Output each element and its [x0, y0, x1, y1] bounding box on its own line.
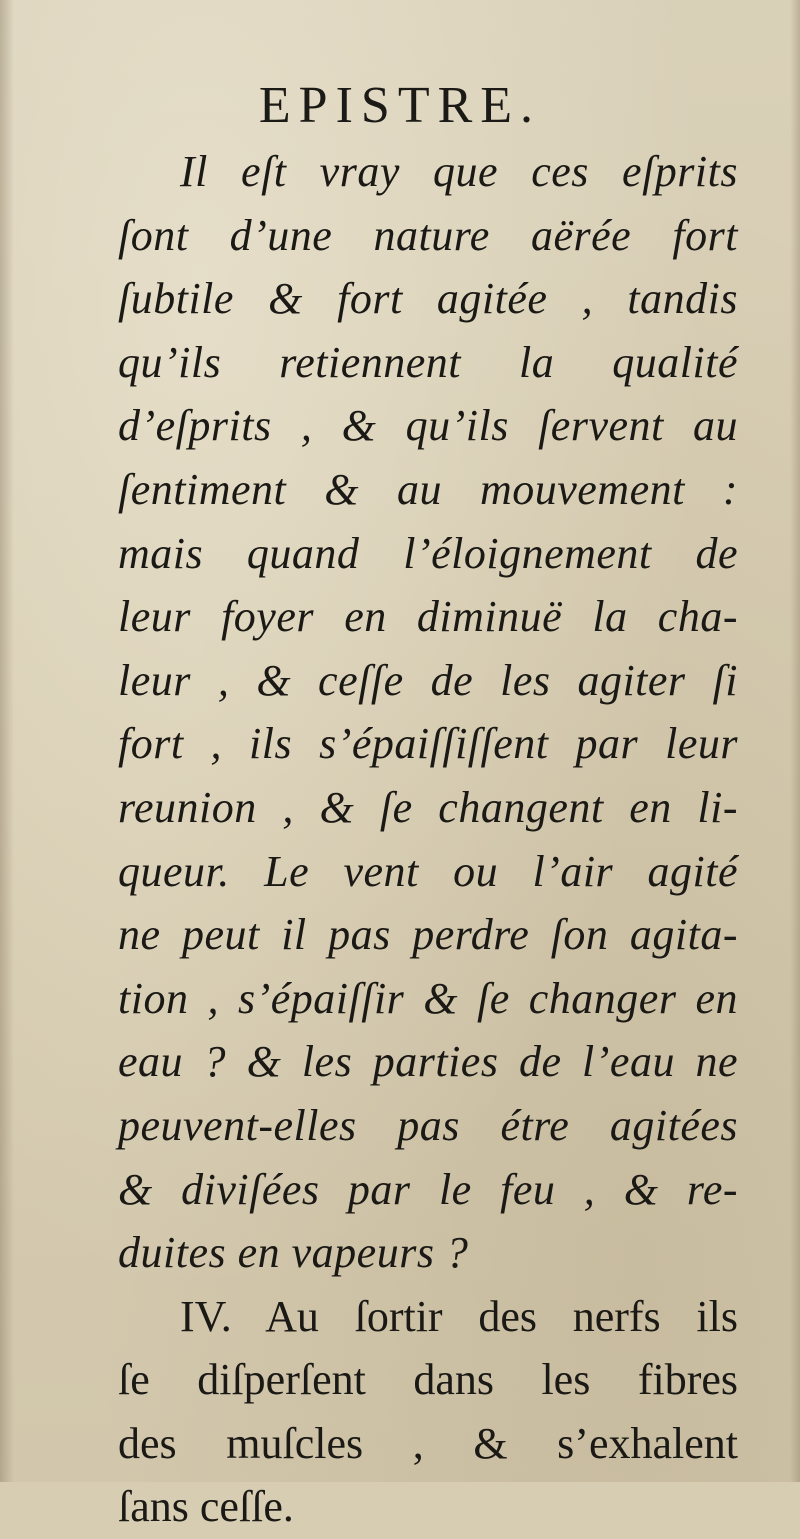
text-line: ſont d’une nature aërée fort: [118, 210, 738, 260]
text-line: leur foyer en diminuë la cha-: [118, 592, 738, 642]
text-line: IV. Au ſortir des nerfs ils: [180, 1291, 738, 1341]
text-line: ne peut il pas perdre ſon agita-: [118, 910, 738, 960]
text-line: queur. Le vent ou l’air agité: [118, 846, 738, 896]
body-text: [118, 140, 738, 1539]
text-line: leur , & ceſſe de les agiter ſi: [118, 655, 738, 705]
text-line: reunion , & ſe changent en li-: [118, 782, 738, 832]
text-line: ſe diſperſent dans les fibres: [118, 1355, 738, 1405]
text-line: eau ? & les parties de l’eau ne: [118, 1037, 738, 1087]
running-head: EPISTRE.: [258, 77, 542, 134]
text-line: ſentiment & au mouvement :: [118, 464, 738, 514]
text-line: d’eſprits , & qu’ils ſervent au: [118, 401, 738, 451]
text-line: ſans ceſſe.: [118, 1482, 294, 1532]
text-line: mais quand l’éloignement de: [118, 528, 738, 578]
text-line: Il eſt vray que ces eſprits: [180, 147, 738, 196]
text-line: qu’ils retiennent la qualité: [118, 337, 738, 387]
text-line: duites en vapeurs ?: [118, 1228, 469, 1278]
text-line: tion , s’épaiſſir & ſe changer en: [118, 973, 738, 1023]
text-line: & diviſées par le feu , & re-: [118, 1164, 738, 1214]
text-line: des muſcles , & s’exhalent: [118, 1418, 738, 1468]
text-line: fort , ils s’épaiſſiſſent par leur: [118, 719, 738, 769]
text-line: peuvent-elles pas étre agitées: [118, 1100, 738, 1150]
text-line: ſubtile & fort agitée , tandis: [118, 274, 738, 324]
